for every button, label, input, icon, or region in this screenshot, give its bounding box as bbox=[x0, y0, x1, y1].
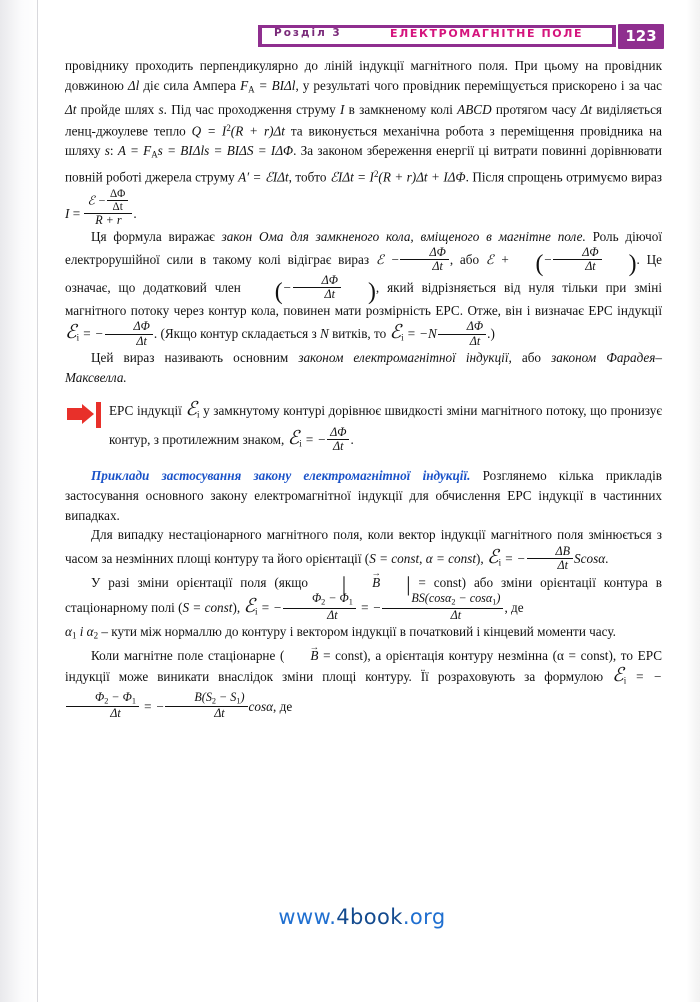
p5-area-const: S = const bbox=[369, 550, 420, 566]
callout-emf-symbol-2: ℰ bbox=[287, 427, 300, 449]
p8-emf-eq: = − bbox=[626, 669, 662, 684]
p8-flux1-sub: 1 bbox=[131, 696, 136, 706]
p7-alpha2-sub: 2 bbox=[93, 630, 99, 641]
p2-frac4-n: ΔΦ bbox=[105, 320, 153, 334]
p1-text-a: провіднику проходить перпендикулярно до ліній індукції магнітного поля. При цьому на провідник довжиною bbox=[65, 58, 662, 93]
p5-frac-d: Δt bbox=[557, 557, 569, 572]
paragraph-3 bbox=[65, 348, 662, 387]
p6-B-vector: B → bbox=[346, 573, 380, 593]
p1-text-j: : bbox=[109, 143, 118, 159]
p1-force-symbol: F bbox=[240, 77, 249, 93]
p1-energy-eq: ℰIΔt = I bbox=[329, 169, 374, 185]
p8-frac2-n bbox=[165, 691, 247, 707]
p6-frac2-n bbox=[382, 592, 503, 608]
p1-text-c: , у результаті чого провідник переміщується прискорено і за час bbox=[295, 77, 663, 93]
p2-fraction-3 bbox=[293, 274, 341, 301]
p1-text-e: . Під час проходження струму bbox=[163, 101, 340, 117]
p1-circuit-abcd: ABCD bbox=[457, 101, 492, 117]
p1-text-d: пройде шлях bbox=[76, 101, 159, 117]
p7-text-b: – кути між нормаллю до контуру і вектором індукції в початковий і кінцевий моменти часу. bbox=[98, 624, 616, 640]
p2-expr-b: ℰ + bbox=[485, 252, 510, 268]
p6-text-a: У разі зміни орієнтації поля (якщо bbox=[91, 574, 316, 590]
p1-delta-t: Δt bbox=[65, 101, 77, 117]
p8-emf-sub: і bbox=[623, 675, 627, 686]
p5-text-a: Для випадку нестаціонарного магнітного поля, коли вектор індукції магнітного поля змінюється з часом за незмінних площі контуру та його орієнтації ( bbox=[65, 527, 662, 566]
p5-fraction bbox=[527, 545, 574, 572]
paragraph-4 bbox=[65, 466, 662, 525]
ohm-num-inner-n: ΔΦ bbox=[107, 188, 128, 201]
p1-text-k: . За законом збереження енергії ці витрати повинні дорівнювати повній роботі джерела струму bbox=[65, 143, 662, 185]
p2-fraction-5 bbox=[438, 320, 486, 347]
p5-emf-sub: і bbox=[498, 557, 502, 568]
p1-text-l: , тобто bbox=[288, 169, 330, 185]
p6-cos1-sub: 1 bbox=[492, 597, 497, 607]
p7-alpha1: α bbox=[65, 624, 72, 640]
callout-text-b: у замкнутому контурі дорівнює швидкості зміни магнітного потоку, що пронизує контур, з протилежним знаком, bbox=[109, 403, 662, 447]
p2-text-a: Ця формула виражає bbox=[91, 228, 222, 244]
p7-alpha2: і α bbox=[76, 624, 94, 640]
p8-flux2: Φ bbox=[95, 690, 105, 705]
p1-force-eq: = BIΔl bbox=[254, 77, 296, 93]
p8-s2-sub: 2 bbox=[211, 696, 217, 706]
p8-frac1-d: Δt bbox=[110, 706, 121, 721]
p2-text-h: .) bbox=[487, 326, 495, 342]
red-arrow-bar bbox=[96, 402, 101, 428]
p8-text-end: , де bbox=[273, 699, 293, 714]
p2-fraction-4 bbox=[105, 320, 153, 347]
p6-flux-minus: − Φ bbox=[325, 591, 349, 606]
p6-text-b: = const) або зміни орієнтації контура в стаціонарному полі ( bbox=[65, 574, 662, 616]
page-body bbox=[65, 56, 662, 720]
paragraph-2 bbox=[65, 227, 662, 349]
url-suffix: .org bbox=[402, 905, 446, 929]
p8-text-b: = const), а орієнтація контуру незмінна (α = const), то ЕРС індукції може виникати внаслідок зміни площі контуру. Її розраховують за формулою bbox=[65, 648, 662, 684]
p2-fraction-1 bbox=[400, 246, 448, 273]
p6-eq2: = − bbox=[356, 600, 382, 616]
p1-delta-t2: Δt bbox=[580, 101, 593, 117]
p6-text-c: ), bbox=[232, 600, 244, 616]
p6-abs-close: | bbox=[406, 572, 411, 597]
p8-paren-close: ) bbox=[240, 690, 245, 705]
p2-ohm-law-name: закон Ома для замкненого кола, вміщеного в магнітне поле. bbox=[221, 228, 586, 244]
p6-cos-minus: − cosα bbox=[455, 591, 493, 606]
p2-text-d: . Це означає, що додатковий член bbox=[65, 252, 662, 295]
p1-work-sub: А bbox=[151, 149, 158, 160]
p2-text-c: , або bbox=[449, 252, 486, 268]
p2-frac4-d: Δt bbox=[136, 333, 147, 348]
p1-energy-rest: (R + r)Δt + IΔΦ bbox=[378, 169, 466, 185]
page-binding-gutter bbox=[0, 0, 40, 1002]
p1-work: A = F bbox=[117, 143, 152, 159]
p4-text: Розглянемо кілька прикладів застосування основного закону електромагнітної індукції для обчислення ЕРС індукції в частинних випадках. bbox=[65, 468, 662, 523]
paragraph-8 bbox=[65, 646, 662, 720]
gutter-edge-line bbox=[37, 0, 38, 1002]
callout-frac-n: ΔΦ bbox=[327, 426, 349, 440]
callout-text-a: ЕРС індукції bbox=[109, 403, 186, 419]
p2-frac3-n: ΔΦ bbox=[293, 274, 341, 288]
p1-force-sub: А bbox=[248, 84, 255, 95]
page-content bbox=[52, 0, 672, 1002]
p8-s-minus: − S bbox=[216, 690, 237, 705]
p1-text-f: в замкненому колі bbox=[344, 101, 458, 117]
subsection-title: Приклади застосування закону електромагнітної індукції. bbox=[91, 468, 471, 484]
p3-text-b: або bbox=[511, 350, 552, 366]
p2-frac5-n: ΔΦ bbox=[438, 320, 486, 334]
p2-minus-2: − bbox=[282, 279, 292, 295]
p3-text-a: Цей вираз називають основним bbox=[91, 350, 299, 366]
p6-fraction-1 bbox=[283, 592, 356, 621]
p1-period: . bbox=[133, 205, 137, 221]
page-right-edge-shadow bbox=[686, 0, 700, 1002]
p6-area-const: S = const bbox=[182, 600, 233, 616]
p6-fraction-2 bbox=[382, 592, 503, 621]
url-prefix: www. bbox=[278, 905, 337, 929]
paragraph-6 bbox=[65, 573, 662, 623]
p2-text-b: Роль діючої електрорушійної сили в такому колі відіграє вираз bbox=[65, 228, 662, 268]
p1-result-eq: = bbox=[69, 205, 84, 221]
p2-paren-open-2: ( bbox=[274, 278, 283, 305]
p3-law-name-2: законом Фарадея–Максвелла. bbox=[65, 350, 663, 385]
p2-fraction-2 bbox=[553, 246, 601, 273]
paragraph-1 bbox=[65, 56, 662, 227]
p1-text-h: виділяється ленц-джоулеве тепло bbox=[65, 101, 662, 139]
p7-alpha1-sub: 1 bbox=[71, 630, 77, 641]
p2-text-g: витків, то bbox=[328, 326, 390, 342]
ohm-law-fraction bbox=[84, 188, 132, 227]
p3-law-name-1: законом електромагнітної індукції, bbox=[298, 350, 512, 366]
p2-frac2-n: ΔΦ bbox=[553, 246, 601, 260]
p5-text-b: , bbox=[419, 550, 426, 566]
p6-bs-cos2: BS(cosα bbox=[411, 591, 452, 606]
p2-text-e: , який відрізняється від нуля тільки при зміні магнітного потоку через контур кола, повинен мати розмірність ЕРС. Отже, він і визначає ЕРС індукції bbox=[65, 279, 662, 318]
p5-alpha-const: α = const bbox=[425, 550, 476, 566]
p5-frac-n: ΔB bbox=[527, 545, 574, 559]
p5-scos: Scosα bbox=[574, 550, 606, 566]
url-main: 4book bbox=[336, 905, 403, 929]
p2-emf-symbol: ℰ bbox=[65, 322, 77, 344]
p1-energy-exp: 2 bbox=[373, 169, 379, 180]
p1-text-g: протягом часу bbox=[491, 101, 581, 117]
p6-abs-open: | bbox=[341, 572, 347, 597]
callout-emf-symbol: ℰ bbox=[185, 399, 197, 421]
p6-emf-symbol: ℰ bbox=[243, 596, 256, 618]
p8-bs2: B(S bbox=[194, 690, 212, 705]
p6-emf-eq: = − bbox=[257, 600, 282, 616]
p2-paren-open-1: ( bbox=[535, 251, 544, 278]
callout-emf-eq: = − bbox=[301, 431, 327, 447]
p1-text-m: . Після спрощень отримуємо вираз bbox=[465, 169, 663, 185]
p2-emf-sub-2: і bbox=[401, 332, 404, 343]
p2-paren-close-1: ) bbox=[628, 251, 637, 278]
callout-period: . bbox=[350, 431, 354, 447]
ohm-law-denominator: R + r bbox=[95, 212, 122, 227]
p5-text-c: ), bbox=[476, 550, 487, 566]
p1-s: s bbox=[158, 101, 164, 117]
p2-frac1-d: Δt bbox=[432, 259, 443, 274]
p2-frac3-d: Δt bbox=[324, 286, 335, 301]
p8-frac2-d: Δt bbox=[214, 706, 225, 721]
p8-B-vector: B → bbox=[284, 646, 318, 666]
ohm-num-emf: ℰ − bbox=[87, 192, 106, 207]
p6-frac1-d: Δt bbox=[327, 607, 338, 622]
p8-flux2-sub: 2 bbox=[104, 696, 109, 706]
p2-paren-close-2: ) bbox=[367, 278, 376, 305]
p5-period: . bbox=[605, 550, 609, 566]
p2-emf-sub: і bbox=[76, 332, 80, 343]
footer-website-url[interactable] bbox=[52, 905, 672, 929]
p1-heat-Q: Q = I bbox=[191, 123, 227, 139]
p1-delta-l: Δl bbox=[127, 77, 140, 93]
p5-emf-symbol: ℰ bbox=[487, 546, 499, 568]
p1-heat-exp: 2 bbox=[226, 123, 231, 134]
p2-frac2-d: Δt bbox=[585, 259, 596, 274]
callout-emf-sub-2: і bbox=[299, 437, 302, 448]
p2-text-f: . (Якщо контур складається з bbox=[153, 326, 320, 342]
p6-text-end: , де bbox=[504, 600, 524, 616]
callout-frac-d: Δt bbox=[333, 438, 344, 453]
key-statement-callout bbox=[65, 400, 662, 453]
p2-expr-a: ℰ − bbox=[375, 252, 400, 268]
p2-frac1-n: ΔΦ bbox=[400, 246, 448, 260]
p6-flux1-sub: 1 bbox=[348, 597, 353, 607]
p8-fraction-1 bbox=[66, 691, 139, 720]
p2-frac5-d: Δt bbox=[469, 333, 481, 348]
p2-emf-eq: = − bbox=[79, 326, 104, 342]
p2-minus-1: − bbox=[543, 252, 553, 268]
header-chapter-label: Розділ 3 bbox=[274, 27, 342, 39]
p1-source-work: A′ = ℰIΔt bbox=[238, 169, 289, 185]
red-arrow-icon bbox=[67, 404, 105, 426]
p8-emf-symbol: ℰ bbox=[612, 665, 624, 686]
ohm-law-numerator bbox=[84, 188, 132, 214]
red-arrow-head bbox=[82, 404, 94, 424]
p6-flux2-sub: 2 bbox=[321, 597, 326, 607]
p1-heat-rest: (R + r)Δt bbox=[230, 123, 285, 139]
ohm-num-inner-fraction bbox=[107, 188, 128, 213]
paragraph-7 bbox=[65, 622, 662, 646]
p6-flux2: Φ bbox=[311, 591, 322, 606]
p8-s1-sub: 1 bbox=[236, 696, 241, 706]
header-section-title: ЕЛЕКТРОМАГНІТНЕ ПОЛЕ bbox=[390, 27, 584, 40]
p6-frac1-n bbox=[283, 592, 356, 608]
p8-eq2: = − bbox=[139, 699, 165, 714]
ohm-num-inner-d: Δt bbox=[112, 200, 123, 213]
p1-s2: s bbox=[104, 143, 110, 159]
p2-emf-eq-2: = −N bbox=[403, 326, 437, 342]
p6-paren-close: ) bbox=[496, 591, 501, 606]
p2-turns-N: N bbox=[319, 326, 329, 342]
p6-cos2-sub: 2 bbox=[451, 597, 456, 607]
p8-fraction-2 bbox=[165, 691, 247, 720]
p1-work-rest: s = BIΔls = BIΔS = IΔΦ bbox=[157, 143, 294, 159]
p8-flux-minus: − Φ bbox=[108, 690, 132, 705]
p5-emf-eq: = − bbox=[501, 550, 526, 566]
callout-text bbox=[109, 400, 662, 453]
page-number: 123 bbox=[625, 27, 657, 45]
p8-frac1-n bbox=[66, 691, 139, 707]
page-header bbox=[52, 24, 672, 50]
callout-emf-sub: і bbox=[196, 409, 200, 420]
p1-current-I: I bbox=[339, 101, 345, 117]
p8-cos-alpha: cosα bbox=[248, 699, 274, 714]
p6-emf-sub: і bbox=[255, 606, 258, 617]
callout-fraction bbox=[327, 426, 349, 453]
p6-frac2-d: Δt bbox=[450, 607, 462, 622]
p1-text-b: діє сила Ампера bbox=[139, 77, 241, 93]
p8-text-a: Коли магнітне поле стаціонарне ( bbox=[91, 648, 285, 664]
p1-text-i: та виконується механічна робота з переміщення провідника на шляху bbox=[65, 123, 662, 159]
p1-result-I: I bbox=[65, 205, 70, 221]
p2-emf-symbol-2: ℰ bbox=[389, 322, 402, 344]
